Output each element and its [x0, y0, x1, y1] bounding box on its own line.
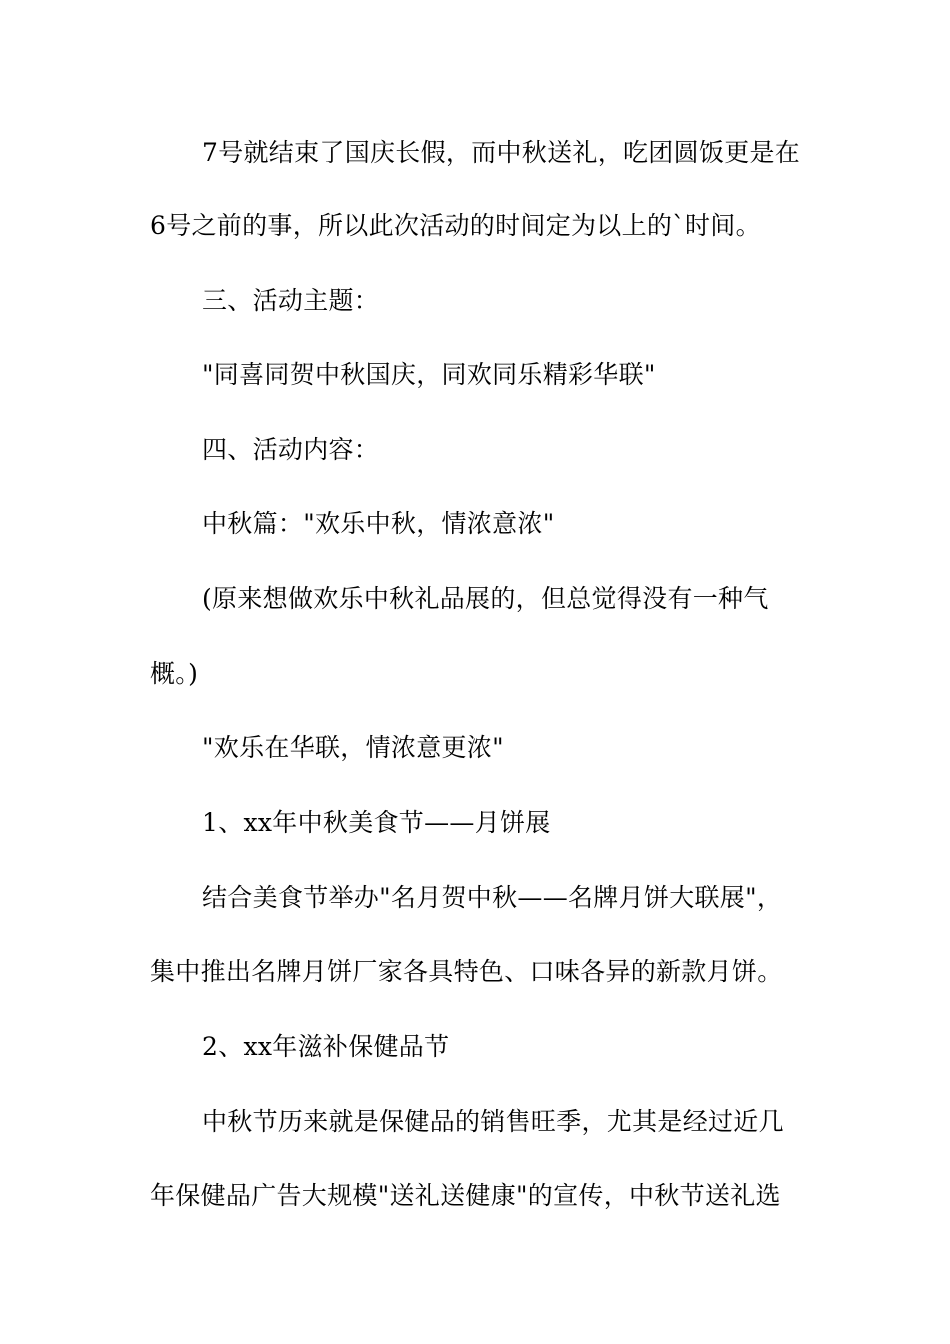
theme-slogan: "同喜同贺中秋国庆，同欢同乐精彩华联" [202, 360, 656, 389]
subsection-title: 中秋篇："欢乐中秋，情浓意浓" [202, 509, 555, 538]
paragraph-line: 中秋节历来就是保健品的销售旺季，尤其是经过近几 [202, 1107, 784, 1136]
paragraph-line: 年保健品广告大规模"送礼送健康"的宣传，中秋节送礼选 [150, 1181, 781, 1210]
paragraph-line: 集中推出名牌月饼厂家各具特色、口味各异的新款月饼。 [150, 957, 783, 986]
paragraph-line: 概。) [150, 659, 199, 688]
paragraph-line: 7号就结束了国庆长假，而中秋送礼，吃团圆饭更是在 [202, 138, 801, 167]
paragraph-line: (原来想做欢乐中秋礼品展的，但总觉得没有一种气 [202, 584, 769, 613]
slogan-line: "欢乐在华联，情浓意更浓" [202, 733, 504, 762]
section-heading: 三、活动主题： [202, 286, 380, 315]
section-heading: 四、活动内容： [202, 435, 380, 464]
list-item-title: 2、xx年滋补保健品节 [202, 1032, 450, 1061]
list-item-title: 1、xx年中秋美食节——月饼展 [202, 808, 551, 837]
paragraph-line: 结合美食节举办"名月贺中秋——名牌月饼大联展"， [202, 883, 783, 912]
paragraph-line: 6号之前的事，所以此次活动的时间定为以上的`时间。 [150, 211, 761, 240]
